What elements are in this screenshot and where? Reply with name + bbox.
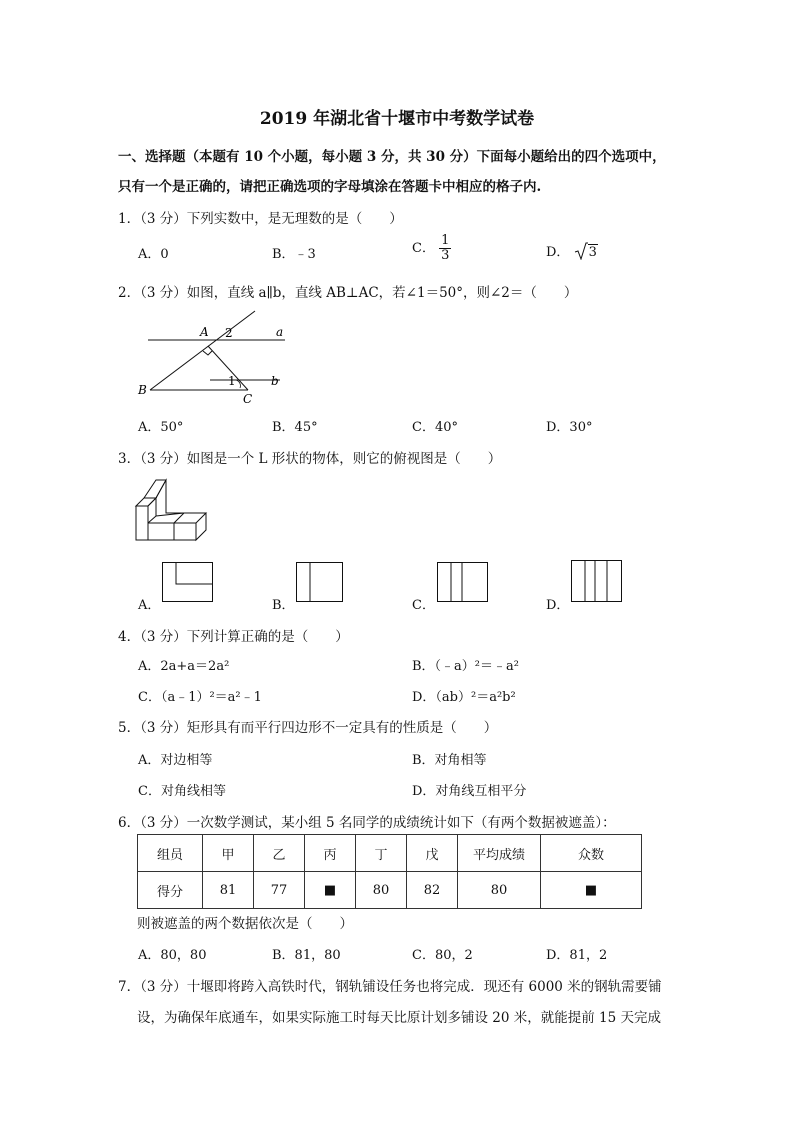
- q1-option-a: A．0: [138, 247, 169, 262]
- q5-option-d: D．对角线互相平分: [412, 784, 527, 799]
- q6-stem: 6．（3 分）一次数学测试，某小组 5 名同学的成绩统计如下（有两个数据被遮盖）：: [118, 815, 616, 831]
- label-line-b: b: [271, 374, 279, 388]
- table-header-cell: 甲: [203, 835, 254, 872]
- label-c-point: C: [243, 392, 253, 406]
- q3-option-c-figure: [437, 562, 489, 603]
- table-cell: 81: [203, 872, 254, 909]
- label-line-a: a: [276, 325, 284, 339]
- q7-line1: 7．（3 分）十堰即将跨入高铁时代，钢轨铺设任务也将完成．现还有 6000 米的钢轨需要铺: [118, 979, 662, 995]
- table-cell: 82: [407, 872, 458, 909]
- q1-option-d: [546, 241, 598, 264]
- sqrt-radicand: 3: [588, 245, 597, 260]
- table-header-cell: 众数: [541, 835, 642, 872]
- q6-option-b: B．81，80: [272, 948, 341, 963]
- table-header-cell: 戊: [407, 835, 458, 872]
- q4-option-b: B．（﹣a）²＝﹣a²: [412, 659, 519, 674]
- fraction-denominator: 3: [441, 248, 450, 263]
- table-cell: ■: [305, 872, 356, 909]
- score-table: [137, 834, 642, 909]
- q6-follow-up: 则被遮盖的两个数据依次是（ ）: [137, 916, 353, 932]
- table-cell: ■: [541, 872, 642, 909]
- table-header-cell: 平均成绩: [458, 835, 541, 872]
- q2-option-c: C．40°: [412, 420, 458, 435]
- section-intro-line1: 一、选择题（本题有 10 个小题，每小题 3 分，共 30 分）下面每小题给出的四个选项中，: [118, 149, 666, 165]
- l-shape-solid-figure: [134, 478, 214, 543]
- q6-option-a: A．80，80: [138, 948, 207, 963]
- table-header-cell: 丙: [305, 835, 356, 872]
- q3-stem: 3．（3 分）如图是一个 L 形状的物体，则它的俯视图是（ ）: [118, 451, 502, 467]
- fraction: [439, 234, 451, 263]
- q6-option-c: C．80，2: [412, 948, 473, 963]
- right-angle-mark: [203, 351, 212, 355]
- table-cell: 得分: [138, 872, 203, 909]
- line-ab: [150, 311, 255, 390]
- q3-option-a-figure: [162, 562, 214, 603]
- sqrt-icon: [574, 242, 588, 264]
- q5-stem: 5．（3 分）矩形具有而平行四边形不一定具有的性质是（ ）: [118, 720, 498, 736]
- q2-option-d: D．30°: [546, 420, 593, 435]
- table-row: [138, 872, 642, 909]
- q2-stem: 2．（3 分）如图，直线 a∥b，直线 AB⊥AC，若∠1＝50°，则∠2＝（ ）: [118, 285, 578, 301]
- table-header-cell: 组员: [138, 835, 203, 872]
- q1-stem: 1．（3 分）下列实数中，是无理数的是（ ）: [118, 211, 403, 227]
- q3-option-c: C．: [412, 598, 435, 613]
- q1-option-b: B．﹣3: [272, 247, 316, 262]
- table-cell: 80: [356, 872, 407, 909]
- q4-option-a: A．2a+a＝2a²: [138, 659, 230, 674]
- q3-option-a: A．: [138, 598, 161, 613]
- table-header-cell: 丁: [356, 835, 407, 872]
- q1-option-c: [412, 234, 451, 263]
- q3-option-b: B．: [272, 598, 295, 613]
- q5-option-c: C．对角线相等: [138, 784, 226, 799]
- q7-line2: 设，为确保年底通车，如果实际施工时每天比原计划多铺设 20 米，就能提前 15 天完成: [137, 1010, 662, 1026]
- q2-option-b: B．45°: [272, 420, 318, 435]
- label-b-point: B: [138, 383, 147, 397]
- q6-option-d: D．81，2: [546, 948, 608, 963]
- q4-option-d: D．（ab）²＝a²b²: [412, 690, 516, 705]
- q1-option-c-prefix: C．: [412, 241, 435, 256]
- label-a-point: A: [200, 325, 209, 339]
- label-angle-1: 1: [228, 374, 236, 388]
- q3-option-b-figure: [296, 562, 344, 603]
- fraction-numerator: 1: [441, 233, 450, 248]
- q5-option-a: A．对边相等: [138, 753, 213, 768]
- page-title: 2019 年湖北省十堰市中考数学试卷: [259, 109, 535, 129]
- q3-option-d-figure: [571, 560, 623, 603]
- table-header-cell: 乙: [254, 835, 305, 872]
- label-angle-2: 2: [225, 326, 233, 340]
- q1-option-d-prefix: D．: [546, 245, 570, 260]
- q2-option-a: A．50°: [138, 420, 184, 435]
- q3-option-d: D．: [546, 598, 570, 613]
- q5-option-b: B．对角相等: [412, 753, 487, 768]
- q4-option-c: C．（a﹣1）²＝a²﹣1: [138, 690, 262, 705]
- table-cell: 80: [458, 872, 541, 909]
- q4-stem: 4．（3 分）下列计算正确的是（ ）: [118, 629, 349, 645]
- table-header-row: [138, 835, 642, 872]
- table-cell: 77: [254, 872, 305, 909]
- section-intro-line2: 只有一个是正确的，请把正确选项的字母填涂在答题卡中相应的格子内.: [118, 179, 542, 195]
- q2-figure: [130, 308, 300, 408]
